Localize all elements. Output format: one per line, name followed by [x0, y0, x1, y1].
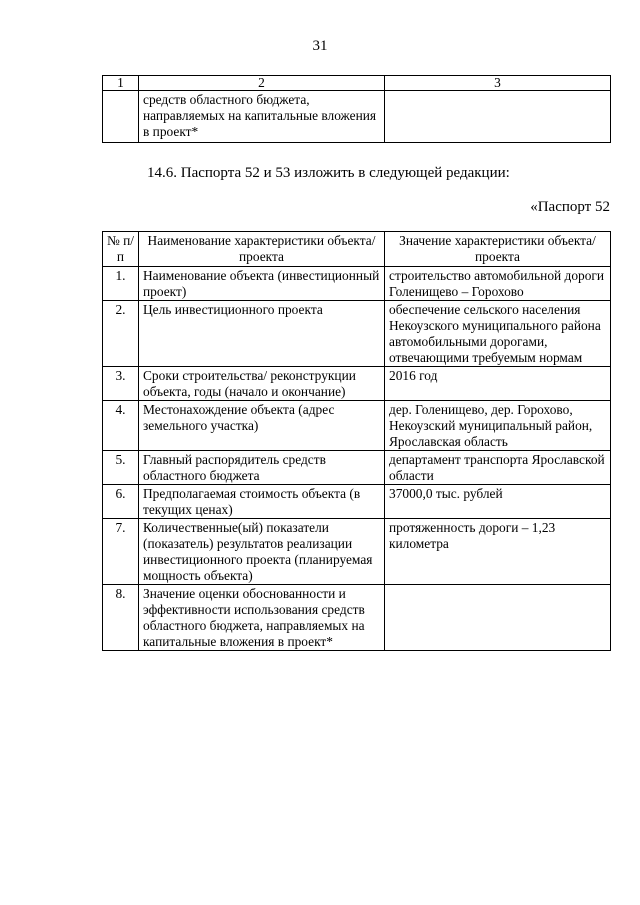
- passport-table: [102, 231, 611, 651]
- table-row: [103, 401, 611, 451]
- table-row: [103, 367, 611, 401]
- instruction-text: 14.6. Паспорта 52 и 53 изложить в следующей редакции:: [147, 165, 510, 181]
- row-name: Предполагаемая стоимость объекта (в текущих ценах): [139, 485, 385, 519]
- row-number: 4.: [103, 401, 139, 451]
- row-name: Наименование объекта (инвестиционный проект): [139, 267, 385, 301]
- row-number: 6.: [103, 485, 139, 519]
- row-value: [385, 585, 611, 651]
- row-name: Сроки строительства/ реконструкции объекта, годы (начало и окончание): [139, 367, 385, 401]
- row-value: обеспечение сельского населения Некоузского муниципального района автомобильными дорогами, отвечающими требуемым нормам: [385, 301, 611, 367]
- row-value: 2016 год: [385, 367, 611, 401]
- row-number: 8.: [103, 585, 139, 651]
- table-row: [103, 519, 611, 585]
- continuation-table: [102, 75, 611, 143]
- passport-title: «Паспорт 52: [530, 199, 610, 215]
- row-number: 2.: [103, 301, 139, 367]
- row-value: [385, 91, 611, 143]
- table-row: [103, 267, 611, 301]
- row-name: Местонахождение объекта (адрес земельного участка): [139, 401, 385, 451]
- table-header-row: [103, 232, 611, 267]
- header-value: Значение характеристики объекта/проекта: [385, 232, 611, 267]
- row-name: Значение оценки обоснованности и эффективности использования средств областного бюджета, направляемых на капитальные вложения в проект*: [139, 585, 385, 651]
- row-name: средств областного бюджета, направляемых на капитальные вложения в проект*: [139, 91, 385, 143]
- table-row: [103, 585, 611, 651]
- column-number-2: 2: [139, 76, 385, 91]
- row-number: 5.: [103, 451, 139, 485]
- page-number: 31: [312, 38, 328, 54]
- row-value: 37000,0 тыс. рублей: [385, 485, 611, 519]
- row-number: 3.: [103, 367, 139, 401]
- row-value: департамент транспорта Ярославской области: [385, 451, 611, 485]
- table-row: [103, 451, 611, 485]
- row-name: Главный распорядитель средств областного бюджета: [139, 451, 385, 485]
- table-row: [103, 301, 611, 367]
- row-number: 1.: [103, 267, 139, 301]
- header-number: № п/п: [103, 232, 139, 267]
- row-value: строительство автомобильной дороги Голенищево – Горохово: [385, 267, 611, 301]
- row-number: [103, 91, 139, 143]
- row-name: Цель инвестиционного проекта: [139, 301, 385, 367]
- table-header-row: [103, 76, 611, 91]
- column-number-3: 3: [385, 76, 611, 91]
- row-value: протяженность дороги – 1,23 километра: [385, 519, 611, 585]
- header-name: Наименование характеристики объекта/проекта: [139, 232, 385, 267]
- row-value: дер. Голенищево, дер. Горохово, Некоузский муниципальный район, Ярославская область: [385, 401, 611, 451]
- row-number: 7.: [103, 519, 139, 585]
- column-number-1: 1: [103, 76, 139, 91]
- table-row: [103, 91, 611, 143]
- row-name: Количественные(ый) показатели (показатель) результатов реализации инвестиционного проекта (планируемая мощность объекта): [139, 519, 385, 585]
- table-row: [103, 485, 611, 519]
